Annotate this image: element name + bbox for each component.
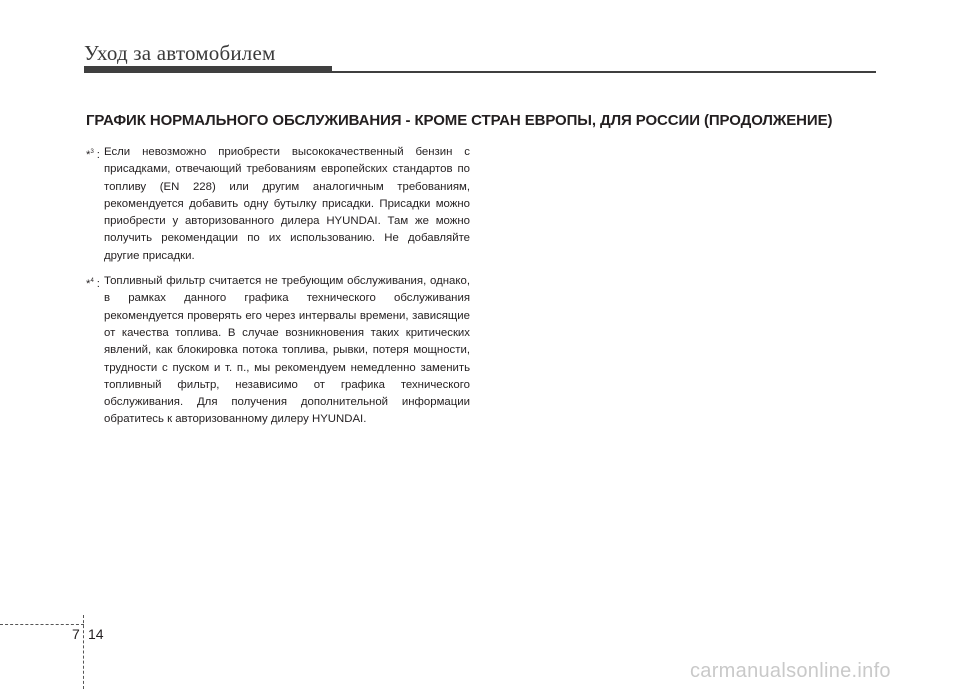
page-header-title: Уход за автомобилем bbox=[84, 41, 276, 65]
footer-rule-horizontal bbox=[0, 624, 84, 625]
footnotes bbox=[86, 144, 470, 429]
header-rule-thin bbox=[332, 71, 876, 73]
section-heading: ГРАФИК НОРМАЛЬНОГО ОБСЛУЖИВАНИЯ - КРОМЕ СТРАН ЕВРОПЫ, ДЛЯ РОССИИ (ПРОДОЛЖЕНИЕ) bbox=[86, 112, 833, 129]
footnote-text: Если невозможно приобрести высококачественный бензин с присадками, отвечающий требованиям европейских стандартов по топливу (EN 228) или другим аналогичным требованиям, рекомендуется добавить одну бутылку присадки. Присадки можно приобрести у авторизованного дилера HYUNDAI. Там же можно получить рекомендации по их использованию. Не добавляйте другие присадки. bbox=[104, 146, 470, 262]
footnote-star: * bbox=[86, 278, 91, 291]
footnote-colon: : bbox=[96, 278, 100, 291]
chapter-number: 7 bbox=[72, 626, 80, 642]
watermark: carmanualsonline.info bbox=[690, 660, 891, 682]
footer-rule-vertical bbox=[83, 615, 84, 689]
footnote-3 bbox=[86, 144, 470, 265]
page-number: 14 bbox=[88, 626, 104, 642]
footnote-marker bbox=[86, 273, 100, 293]
footnote-4 bbox=[86, 273, 470, 429]
header-rule-thick bbox=[84, 66, 332, 73]
footnote-text: Топливный фильтр считается не требующим обслуживания, однако, в рамках данного графика технического обслуживания рекомендуется проверять его через интервалы времени, зависящие от качества топлива. В случае возникновения таких критических явлений, как блокировка потока топлива, рывки, потеря мощности, трудности с пуском и т. п., мы рекомендуем немедленно заменить топливный фильтр, независимо от графика технического обслуживания. Для получения дополнительной информации обратитесь к авторизованному дилеру HYUNDAI. bbox=[104, 275, 470, 426]
footnote-number: 3 bbox=[90, 149, 94, 155]
footnote-star: * bbox=[86, 149, 91, 161]
footnote-marker bbox=[86, 144, 100, 164]
footnote-number: 4 bbox=[90, 278, 94, 285]
footnote-colon: : bbox=[96, 149, 100, 161]
